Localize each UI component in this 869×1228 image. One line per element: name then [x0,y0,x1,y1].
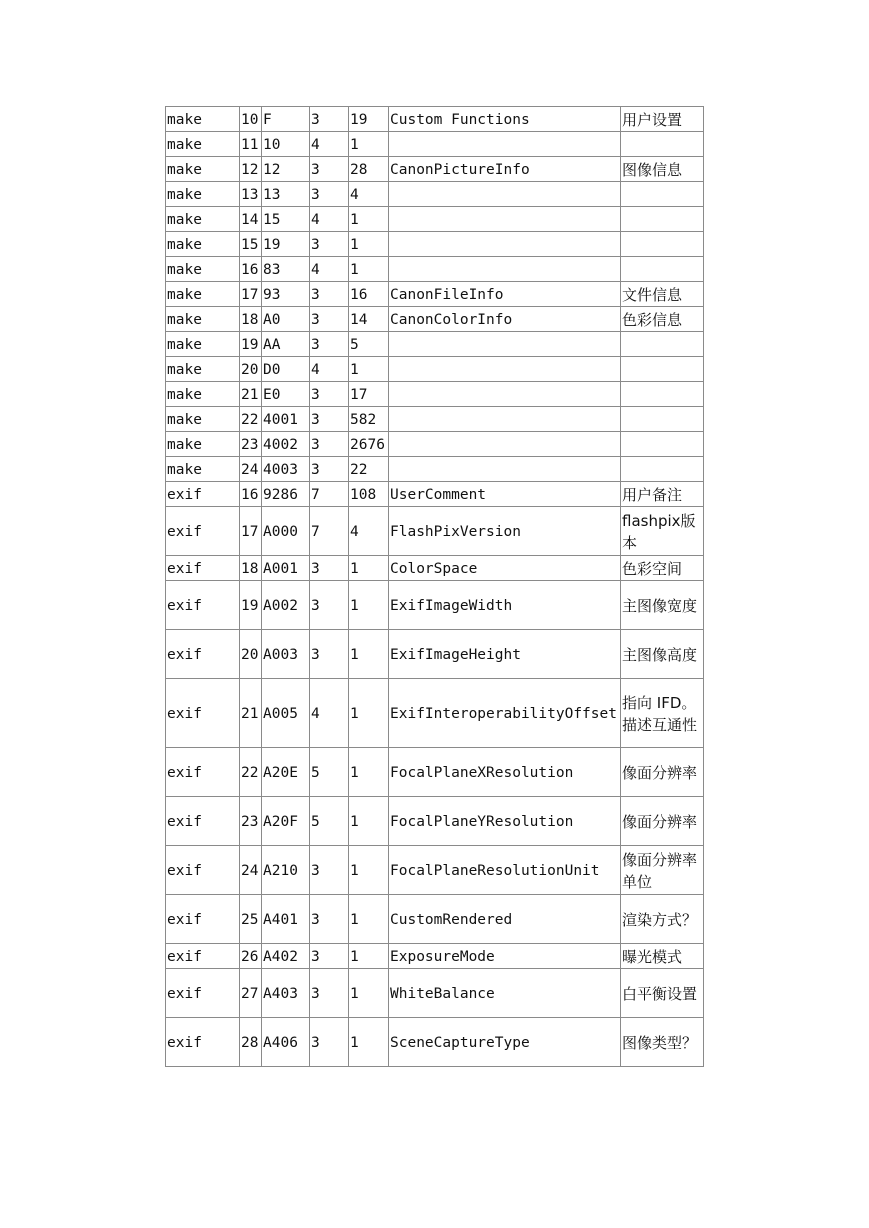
source-cell: make [166,282,240,307]
source-cell: make [166,457,240,482]
table-row [166,457,704,482]
count-cell: 5 [349,332,389,357]
index-cell: 25 [240,895,262,944]
index-cell: 22 [240,407,262,432]
table-row [166,507,704,556]
tag-name-cell: ColorSpace [389,556,621,581]
tag-name-cell: ExifImageHeight [389,630,621,679]
description-cell [621,432,704,457]
index-cell: 21 [240,382,262,407]
index-cell: 23 [240,432,262,457]
source-cell: exif [166,969,240,1018]
type-cell: 7 [310,507,349,556]
table-row [166,797,704,846]
description-cell [621,182,704,207]
source-cell: make [166,257,240,282]
table-row [166,846,704,895]
type-cell: 3 [310,432,349,457]
type-cell: 3 [310,969,349,1018]
tag-name-cell: FocalPlaneXResolution [389,748,621,797]
tag-id-cell: 4002 [262,432,310,457]
description-cell [621,132,704,157]
table-row [166,482,704,507]
table-row [166,232,704,257]
type-cell: 4 [310,679,349,748]
count-cell: 22 [349,457,389,482]
type-cell: 5 [310,748,349,797]
source-cell: make [166,132,240,157]
description-cell: 白平衡设置 [621,969,704,1018]
type-cell: 3 [310,182,349,207]
tag-name-cell: ExposureMode [389,944,621,969]
source-cell: exif [166,944,240,969]
table-row [166,679,704,748]
table-row [166,581,704,630]
tag-id-cell: A002 [262,581,310,630]
table-row [166,630,704,679]
table-row [166,748,704,797]
source-cell: make [166,332,240,357]
index-cell: 15 [240,232,262,257]
type-cell: 3 [310,556,349,581]
tag-name-cell [389,382,621,407]
index-cell: 20 [240,630,262,679]
tag-name-cell: Custom Functions [389,107,621,132]
count-cell: 4 [349,507,389,556]
index-cell: 26 [240,944,262,969]
tag-name-cell: CanonColorInfo [389,307,621,332]
index-cell: 19 [240,581,262,630]
count-cell: 1 [349,969,389,1018]
index-cell: 18 [240,307,262,332]
tag-name-cell: ExifImageWidth [389,581,621,630]
count-cell: 1 [349,556,389,581]
tag-id-cell: 12 [262,157,310,182]
count-cell: 1 [349,357,389,382]
description-cell [621,257,704,282]
count-cell: 28 [349,157,389,182]
type-cell: 3 [310,107,349,132]
index-cell: 22 [240,748,262,797]
table-row [166,107,704,132]
description-cell: 渲染方式？ [621,895,704,944]
index-cell: 13 [240,182,262,207]
tag-id-cell: 4003 [262,457,310,482]
description-cell: 主图像宽度 [621,581,704,630]
type-cell: 3 [310,232,349,257]
table-row [166,207,704,232]
type-cell: 3 [310,382,349,407]
source-cell: make [166,157,240,182]
count-cell: 1 [349,895,389,944]
source-cell: exif [166,748,240,797]
type-cell: 3 [310,895,349,944]
source-cell: make [166,232,240,257]
table-row [166,895,704,944]
count-cell: 1 [349,1018,389,1067]
tag-name-cell: CanonFileInfo [389,282,621,307]
tag-name-cell [389,232,621,257]
table-row [166,357,704,382]
table-row [166,407,704,432]
description-cell: 主图像高度 [621,630,704,679]
tag-id-cell: A403 [262,969,310,1018]
source-cell: make [166,307,240,332]
description-cell [621,457,704,482]
index-cell: 27 [240,969,262,1018]
description-cell: 用户设置 [621,107,704,132]
description-cell [621,332,704,357]
source-cell: exif [166,630,240,679]
type-cell: 4 [310,257,349,282]
tag-name-cell: UserComment [389,482,621,507]
source-cell: exif [166,482,240,507]
tag-name-cell: WhiteBalance [389,969,621,1018]
type-cell: 3 [310,307,349,332]
type-cell: 3 [310,630,349,679]
description-cell [621,207,704,232]
count-cell: 1 [349,944,389,969]
tag-name-cell [389,332,621,357]
type-cell: 3 [310,332,349,357]
tag-name-cell [389,432,621,457]
table-row [166,307,704,332]
source-cell: exif [166,507,240,556]
description-cell: flashpix版本 [621,507,704,556]
table-row [166,257,704,282]
type-cell: 3 [310,846,349,895]
tag-id-cell: 4001 [262,407,310,432]
type-cell: 3 [310,1018,349,1067]
source-cell: exif [166,679,240,748]
count-cell: 4 [349,182,389,207]
source-cell: exif [166,895,240,944]
index-cell: 24 [240,457,262,482]
tag-name-cell: FocalPlaneResolutionUnit [389,846,621,895]
description-cell: 文件信息 [621,282,704,307]
count-cell: 1 [349,748,389,797]
count-cell: 17 [349,382,389,407]
tag-id-cell: 13 [262,182,310,207]
table-row [166,944,704,969]
description-cell: 图像类型？ [621,1018,704,1067]
index-cell: 24 [240,846,262,895]
index-cell: 16 [240,257,262,282]
count-cell: 14 [349,307,389,332]
description-cell [621,382,704,407]
description-cell: 色彩信息 [621,307,704,332]
count-cell: 582 [349,407,389,432]
source-cell: make [166,107,240,132]
count-cell: 1 [349,232,389,257]
tag-id-cell: 15 [262,207,310,232]
source-cell: exif [166,581,240,630]
table-body [166,107,704,1067]
source-cell: exif [166,556,240,581]
tag-id-cell: 10 [262,132,310,157]
table-row [166,132,704,157]
count-cell: 1 [349,846,389,895]
tag-name-cell: FocalPlaneYResolution [389,797,621,846]
source-cell: make [166,357,240,382]
tag-id-cell: A20E [262,748,310,797]
tag-name-cell [389,407,621,432]
tag-name-cell [389,457,621,482]
type-cell: 4 [310,207,349,232]
tag-name-cell [389,357,621,382]
description-cell: 色彩空间 [621,556,704,581]
index-cell: 17 [240,507,262,556]
index-cell: 18 [240,556,262,581]
source-cell: exif [166,797,240,846]
count-cell: 16 [349,282,389,307]
description-cell [621,232,704,257]
type-cell: 5 [310,797,349,846]
source-cell: make [166,407,240,432]
description-cell: 图像信息 [621,157,704,182]
description-cell: 像面分辨率 [621,748,704,797]
tag-id-cell: AA [262,332,310,357]
index-cell: 20 [240,357,262,382]
type-cell: 3 [310,581,349,630]
table-row [166,157,704,182]
tag-name-cell: ExifInteroperabilityOffset [389,679,621,748]
type-cell: 4 [310,132,349,157]
description-cell: 像面分辨率 [621,797,704,846]
tag-name-cell [389,207,621,232]
count-cell: 1 [349,679,389,748]
count-cell: 2676 [349,432,389,457]
tag-id-cell: A000 [262,507,310,556]
tag-name-cell [389,257,621,282]
description-cell [621,407,704,432]
tag-id-cell: A001 [262,556,310,581]
table-row [166,332,704,357]
index-cell: 10 [240,107,262,132]
count-cell: 1 [349,797,389,846]
tag-id-cell: E0 [262,382,310,407]
exif-tag-table [165,106,704,1067]
table-row [166,432,704,457]
tag-name-cell: CustomRendered [389,895,621,944]
tag-id-cell: A005 [262,679,310,748]
tag-name-cell: CanonPictureInfo [389,157,621,182]
description-cell [621,357,704,382]
tag-id-cell: 93 [262,282,310,307]
table-row [166,382,704,407]
type-cell: 3 [310,407,349,432]
description-cell: 用户备注 [621,482,704,507]
index-cell: 12 [240,157,262,182]
index-cell: 17 [240,282,262,307]
table-row [166,1018,704,1067]
count-cell: 19 [349,107,389,132]
type-cell: 3 [310,944,349,969]
count-cell: 108 [349,482,389,507]
tag-id-cell: D0 [262,357,310,382]
description-cell: 像面分辨率单位 [621,846,704,895]
type-cell: 3 [310,457,349,482]
source-cell: make [166,207,240,232]
source-cell: make [166,182,240,207]
tag-id-cell: F [262,107,310,132]
index-cell: 11 [240,132,262,157]
type-cell: 3 [310,157,349,182]
tag-name-cell [389,182,621,207]
tag-name-cell [389,132,621,157]
index-cell: 19 [240,332,262,357]
tag-id-cell: A003 [262,630,310,679]
count-cell: 1 [349,630,389,679]
tag-name-cell: FlashPixVersion [389,507,621,556]
index-cell: 21 [240,679,262,748]
table-row [166,969,704,1018]
tag-id-cell: A0 [262,307,310,332]
tag-id-cell: A402 [262,944,310,969]
table-row [166,556,704,581]
count-cell: 1 [349,257,389,282]
tag-id-cell: A210 [262,846,310,895]
tag-id-cell: A401 [262,895,310,944]
index-cell: 14 [240,207,262,232]
index-cell: 23 [240,797,262,846]
source-cell: exif [166,846,240,895]
count-cell: 1 [349,581,389,630]
tag-id-cell: A20F [262,797,310,846]
type-cell: 3 [310,282,349,307]
count-cell: 1 [349,207,389,232]
description-cell: 指向 IFD。描述互通性 [621,679,704,748]
type-cell: 4 [310,357,349,382]
count-cell: 1 [349,132,389,157]
table-row [166,182,704,207]
tag-name-cell: SceneCaptureType [389,1018,621,1067]
type-cell: 7 [310,482,349,507]
index-cell: 28 [240,1018,262,1067]
tag-id-cell: 83 [262,257,310,282]
table-row [166,282,704,307]
tag-id-cell: A406 [262,1018,310,1067]
source-cell: exif [166,1018,240,1067]
tag-id-cell: 19 [262,232,310,257]
index-cell: 16 [240,482,262,507]
source-cell: make [166,382,240,407]
source-cell: make [166,432,240,457]
description-cell: 曝光模式 [621,944,704,969]
tag-id-cell: 9286 [262,482,310,507]
